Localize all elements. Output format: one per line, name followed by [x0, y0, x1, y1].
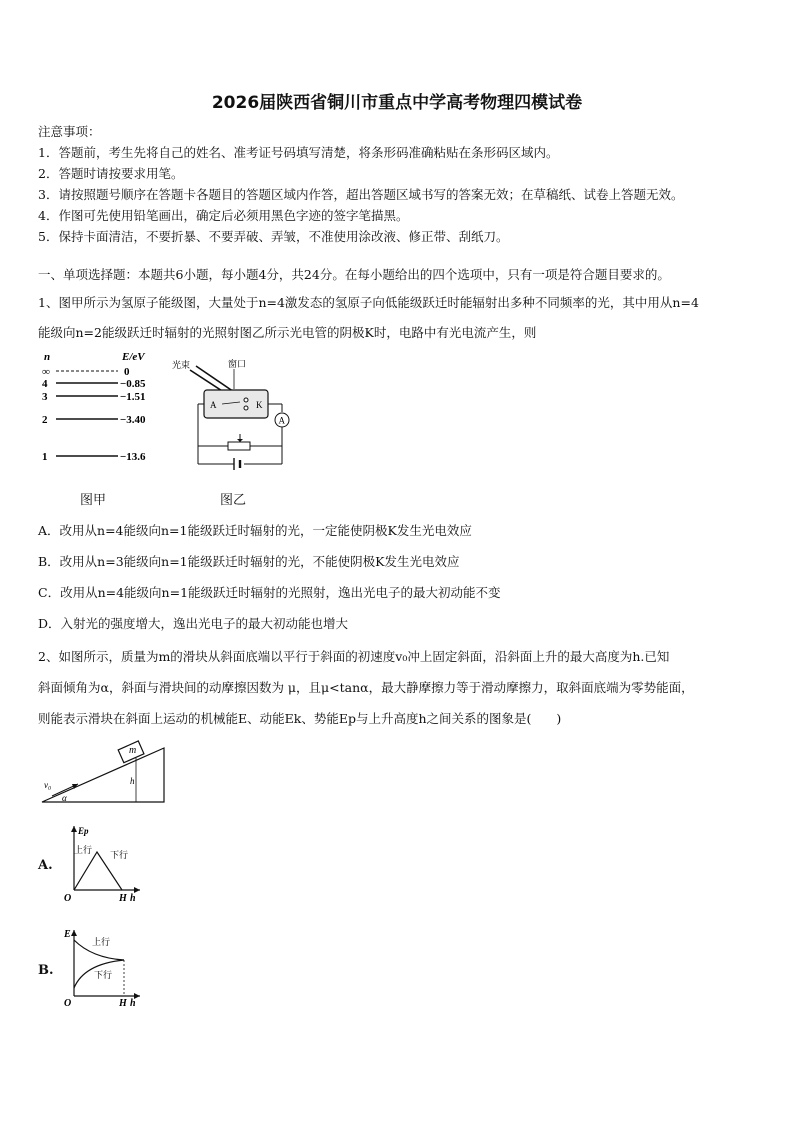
up-label: 上行: [92, 938, 111, 948]
level-label: 3: [42, 391, 48, 403]
velocity-label: v₀: [44, 780, 52, 790]
window-label: 窗口: [228, 360, 247, 370]
incline-figure: [38, 738, 170, 808]
question-2-stem: 2、如图所示，质量为m的滑块从斜面底端以平行于斜面的初速度v₀冲上固定斜面，沿斜面上升的最大高度为h.已知: [38, 649, 670, 664]
level-label: ∞: [42, 366, 50, 378]
origin-label: O: [64, 998, 72, 1008]
mass-label: m: [129, 745, 137, 756]
n-header: n: [44, 351, 51, 363]
notice-item: 2．答题时请按要求用笔。: [38, 166, 184, 181]
x-mark-label: H: [119, 998, 127, 1008]
level-energy: 0: [124, 366, 130, 378]
level-energy: −13.6: [120, 451, 146, 463]
anode-label: A: [210, 400, 217, 410]
electrode: [244, 398, 248, 402]
y-axis-label: Ep: [78, 826, 89, 836]
height-label: h: [130, 776, 135, 786]
page-title: 2026届陕西省铜川市重点中学高考物理四模试卷: [211, 93, 583, 113]
origin-label: O: [64, 893, 72, 904]
electrode: [244, 406, 248, 410]
option-b-graph: [62, 926, 144, 1008]
section-heading: 一、单项选择题：本题共6小题，每小题4分，共24分。在每小题给出的四个选项中，只有一项是符合题目要求的。: [38, 267, 670, 282]
level-label: 2: [42, 414, 48, 426]
question-1-option-c: C．改用从n=4能级向n=1能级跃迁时辐射的光照射，逸出光电子的最大初动能不变: [38, 585, 501, 600]
question-1-stem: 能级向n=2能级跃迁时辐射的光照射图乙所示光电管的阴极K时，电路中有光电流产生，则: [38, 325, 537, 340]
x-axis-label: h: [130, 998, 136, 1008]
question-2-option-a-label: A.: [38, 858, 53, 873]
notice-item: 1．答题前，考生先将自己的姓名、准考证号码填写清楚，将条形码准确粘贴在条形码区域内。: [38, 145, 559, 160]
level-energy: −0.85: [120, 378, 146, 390]
question-1-option-d: D．入射光的强度增大，逸出光电子的最大初动能也增大: [38, 616, 349, 631]
notice-heading: 注意事项：: [38, 124, 101, 139]
level-label: 4: [42, 378, 48, 390]
x-axis-label: h: [130, 893, 136, 904]
question-2-stem: 斜面倾角为α，斜面与滑块间的动摩擦因数为 μ，且μ<tanα，最大静摩擦力等于滑动摩擦力，取斜面底端为零势能面，: [38, 680, 694, 695]
question-1-stem: 1、图甲所示为氢原子能级图，大量处于n=4激发态的氢原子向低能级跃迁时能辐射出多种不同频率的光，其中用从n=4: [38, 295, 699, 310]
cathode-label: K: [256, 400, 263, 410]
notice-item: 4．作图可先使用铅笔画出，确定后必须用黑色字迹的签字笔描黑。: [38, 208, 409, 223]
rheostat: [228, 442, 250, 450]
question-2-stem: 则能表示滑块在斜面上运动的机械能E、动能Ek、势能Ep与上升高度h之间关系的图象是( ): [38, 711, 562, 726]
question-1-option-b: B．改用从n=3能级向n=1能级跃迁时辐射的光，不能使阴极K发生光电效应: [38, 554, 460, 569]
option-a-graph: [62, 822, 144, 904]
y-axis-label: E: [64, 929, 71, 940]
down-label: 下行: [94, 971, 113, 981]
photocell-circuit: [170, 354, 292, 472]
figure-caption: 图乙: [220, 493, 247, 508]
notice-item: 5．保持卡面清洁，不要折暴、不要弄破、弄皱，不准使用涂改液、修正带、刮纸刀。: [38, 229, 509, 244]
energy-level-diagram: [38, 350, 164, 468]
figure-caption: 图甲: [80, 493, 107, 508]
incline: [42, 748, 164, 802]
notice-item: 3．请按照题号顺序在答题卡各题目的答题区域内作答，超出答题区域书写的答案无效；在草稿纸、试卷上答题无效。: [38, 187, 684, 202]
light-label: 光束: [172, 361, 191, 371]
down-label: 下行: [110, 851, 129, 861]
ammeter-label: A: [278, 415, 285, 426]
level-energy: −3.40: [120, 414, 146, 426]
level-label: 1: [42, 451, 48, 463]
up-label: 上行: [74, 846, 93, 856]
e-header: E/eV: [122, 351, 145, 363]
x-mark-label: H: [119, 893, 127, 904]
level-energy: −1.51: [120, 391, 146, 403]
question-2-option-b-label: B.: [38, 963, 54, 978]
question-1-option-a: A．改用从n=4能级向n=1能级跃迁时辐射的光，一定能使阴极K发生光电效应: [38, 523, 472, 538]
angle-label: α: [62, 793, 67, 803]
